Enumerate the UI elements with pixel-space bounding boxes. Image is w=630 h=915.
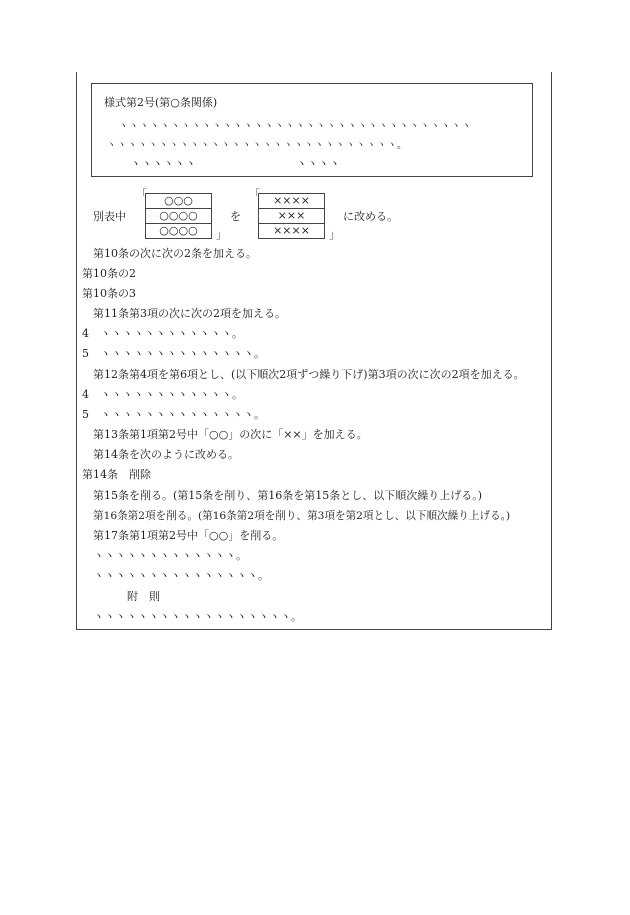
paragraph-line: 5 ヽヽヽヽヽヽヽヽヽヽヽヽヽヽ。 — [82, 347, 265, 360]
amend-line: 第15条を削る。(第15条を削り、第16条を第15条とし、以下順次繰り上げる。) — [93, 489, 483, 502]
body-line: ヽヽヽヽヽヽヽヽヽヽヽヽヽヽヽヽヽヽ。 — [93, 610, 302, 623]
open-bracket-2: 「 — [249, 188, 260, 201]
paragraph-line: 4 ヽヽヽヽヽヽヽヽヽヽヽヽ。 — [82, 388, 243, 401]
amend-line: 第17条第1項第2号中「○○」を削る。 — [93, 529, 284, 542]
new-values-table — [258, 193, 325, 239]
form-title: 様式第2号(第○条関係) — [104, 96, 218, 109]
new-cell: ×××× — [259, 224, 325, 239]
body-line: ヽヽヽヽヽヽヽヽヽヽヽヽヽヽヽ。 — [93, 569, 269, 582]
form-line-1: ヽヽヽヽヽヽヽヽヽヽヽヽヽヽヽヽヽヽヽヽヽヽヽヽヽヽヽヽヽヽヽヽヽヽ — [118, 120, 472, 132]
close-bracket-1: 」 — [216, 228, 227, 241]
body-line: ヽヽヽヽヽヽヽヽヽヽヽヽヽ。 — [93, 549, 247, 562]
close-bracket-2: 」 — [329, 228, 340, 241]
form-line-3b: ヽヽヽヽ — [296, 157, 340, 170]
article-heading: 第10条の2 — [82, 267, 136, 280]
paragraph-line: 4 ヽヽヽヽヽヽヽヽヽヽヽヽ。 — [82, 327, 243, 340]
amend-line: 第13条第1項第2号中「○○」の次に「××」を加える。 — [93, 428, 368, 441]
amend-line: 第14条を次のように改める。 — [93, 448, 239, 461]
old-values-table — [145, 193, 212, 239]
old-cell: ○○○○ — [146, 209, 212, 224]
old-cell: ○○○○ — [146, 224, 212, 239]
new-cell: ×××× — [259, 194, 325, 209]
wo-particle: を — [230, 210, 241, 223]
article-heading: 第14条 削除 — [82, 468, 151, 481]
paragraph-line: 5 ヽヽヽヽヽヽヽヽヽヽヽヽヽヽ。 — [82, 408, 265, 421]
new-cell: ××× — [259, 209, 325, 224]
old-cell: ○○○ — [146, 194, 212, 209]
form-line-2: ヽヽヽヽヽヽヽヽヽヽヽヽヽヽヽヽヽヽヽヽヽヽヽヽヽヽヽヽ。 — [106, 139, 408, 151]
amend-line: 第10条の次に次の2条を加える。 — [93, 247, 257, 260]
article-heading: 第10条の3 — [82, 287, 136, 300]
amend-line: 第16条第2項を削る。(第16条第2項を削り、第3項を第2項とし、以下順次繰り上げる。) — [93, 510, 511, 522]
supplementary-provisions-heading: 附 則 — [127, 590, 160, 603]
amend-line: 第12条第4項を第6項とし、(以下順次2項ずつ繰り下げ)第3項の次に次の2項を加える。 — [93, 368, 525, 381]
amend-line: 第11条第3項の次に次の2項を加える。 — [93, 307, 286, 320]
form-line-3a: ヽヽヽヽヽヽ — [130, 157, 196, 170]
table-change-label: 別表中 — [93, 210, 126, 223]
open-bracket-1: 「 — [136, 188, 147, 201]
table-change-suffix: に改める。 — [343, 210, 398, 223]
